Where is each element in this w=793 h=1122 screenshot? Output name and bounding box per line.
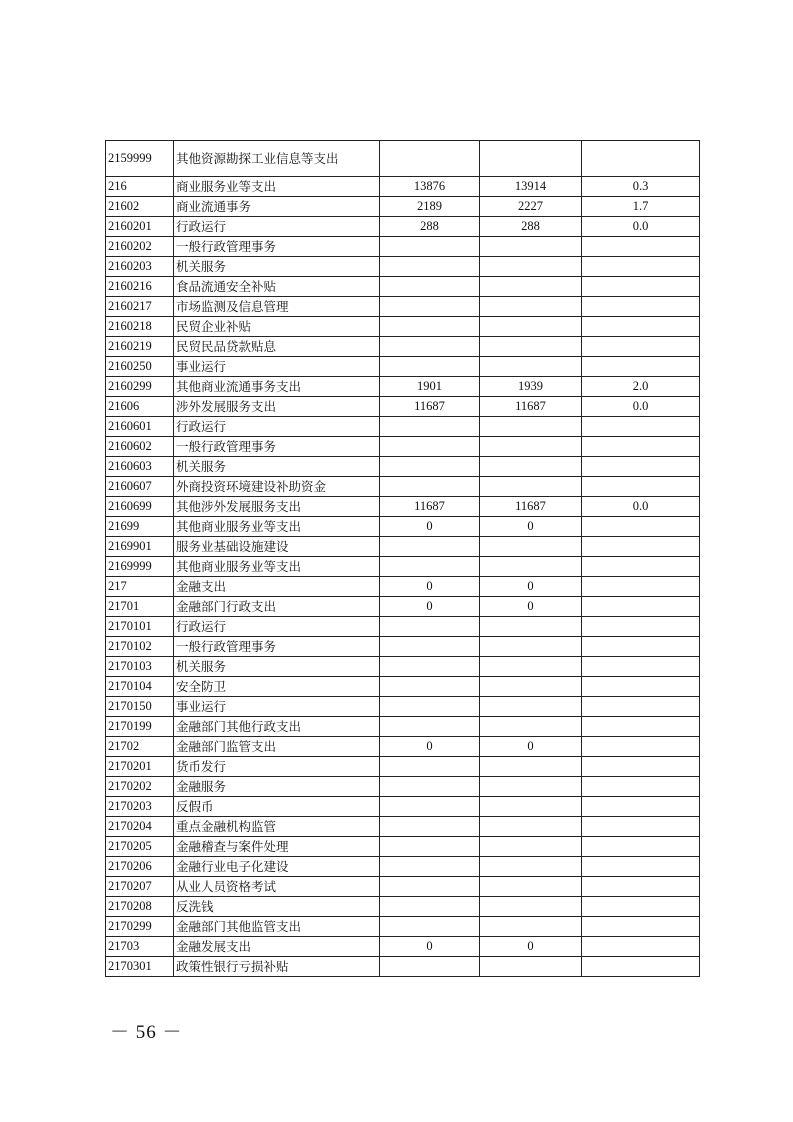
code-cell: 2160201 [106,217,174,237]
name-cell: 金融发展支出 [174,937,380,957]
value-cell-1 [380,717,480,737]
budget-table-body [106,141,700,977]
table-row [106,517,700,537]
value-cell-3 [582,141,700,177]
value-cell-3 [582,557,700,577]
table-row [106,937,700,957]
code-cell: 2170202 [106,777,174,797]
table-row [106,957,700,977]
value-cell-3 [582,617,700,637]
table-row [106,577,700,597]
table-row [106,277,700,297]
value-cell-3 [582,257,700,277]
value-cell-3 [582,277,700,297]
value-cell-1: 0 [380,517,480,537]
name-cell: 金融部门行政支出 [174,597,380,617]
code-cell: 2170201 [106,757,174,777]
value-cell-2: 0 [480,577,582,597]
value-cell-3 [582,297,700,317]
value-cell-1 [380,357,480,377]
table-row [106,297,700,317]
value-cell-3: 1.7 [582,197,700,217]
value-cell-3 [582,777,700,797]
value-cell-1 [380,917,480,937]
value-cell-3 [582,457,700,477]
name-cell: 事业运行 [174,697,380,717]
value-cell-1: 11687 [380,497,480,517]
value-cell-1 [380,477,480,497]
name-cell: 金融部门其他监管支出 [174,917,380,937]
name-cell: 其他商业流通事务支出 [174,377,380,397]
value-cell-3: 0.0 [582,217,700,237]
name-cell: 涉外发展服务支出 [174,397,380,417]
value-cell-3 [582,597,700,617]
value-cell-3 [582,657,700,677]
value-cell-3 [582,937,700,957]
value-cell-1 [380,437,480,457]
code-cell: 2160218 [106,317,174,337]
code-cell: 21702 [106,737,174,757]
value-cell-2 [480,457,582,477]
value-cell-3: 2.0 [582,377,700,397]
value-cell-2 [480,537,582,557]
value-cell-2 [480,677,582,697]
code-cell: 2160601 [106,417,174,437]
value-cell-1: 11687 [380,397,480,417]
value-cell-3 [582,677,700,697]
value-cell-3 [582,437,700,457]
code-cell: 2170301 [106,957,174,977]
name-cell: 事业运行 [174,357,380,377]
table-row [106,237,700,257]
code-cell: 2170206 [106,857,174,877]
value-cell-1 [380,897,480,917]
value-cell-2 [480,657,582,677]
value-cell-3: 0.0 [582,497,700,517]
value-cell-2 [480,877,582,897]
value-cell-3 [582,877,700,897]
name-cell: 行政运行 [174,217,380,237]
value-cell-1 [380,537,480,557]
value-cell-2 [480,917,582,937]
code-cell: 21606 [106,397,174,417]
name-cell: 安全防卫 [174,677,380,697]
table-row [106,797,700,817]
code-cell: 2170104 [106,677,174,697]
code-cell: 2159999 [106,141,174,177]
value-cell-2: 11687 [480,397,582,417]
value-cell-1 [380,757,480,777]
code-cell: 2160607 [106,477,174,497]
value-cell-1 [380,797,480,817]
name-cell: 政策性银行亏损补贴 [174,957,380,977]
value-cell-2 [480,857,582,877]
code-cell: 2170203 [106,797,174,817]
value-cell-1: 0 [380,597,480,617]
code-cell: 2170101 [106,617,174,637]
table-row [106,537,700,557]
value-cell-1 [380,777,480,797]
value-cell-1: 1901 [380,377,480,397]
value-cell-2: 13914 [480,177,582,197]
table-row [106,677,700,697]
value-cell-1 [380,277,480,297]
value-cell-2: 1939 [480,377,582,397]
code-cell: 2160217 [106,297,174,317]
name-cell: 金融行业电子化建设 [174,857,380,877]
value-cell-1 [380,417,480,437]
value-cell-1 [380,257,480,277]
value-cell-1 [380,877,480,897]
value-cell-2 [480,557,582,577]
name-cell: 其他商业服务业等支出 [174,517,380,537]
code-cell: 2170207 [106,877,174,897]
value-cell-2 [480,637,582,657]
value-cell-3 [582,537,700,557]
name-cell: 机关服务 [174,257,380,277]
table-row [106,737,700,757]
value-cell-3 [582,517,700,537]
value-cell-3 [582,957,700,977]
value-cell-2 [480,317,582,337]
table-row [106,717,700,737]
value-cell-1: 0 [380,577,480,597]
code-cell: 2160202 [106,237,174,257]
value-cell-3 [582,577,700,597]
value-cell-2 [480,797,582,817]
code-cell: 2160216 [106,277,174,297]
value-cell-2 [480,617,582,637]
table-row [106,257,700,277]
value-cell-1 [380,141,480,177]
value-cell-2 [480,297,582,317]
name-cell: 一般行政管理事务 [174,237,380,257]
name-cell: 行政运行 [174,617,380,637]
table-row [106,557,700,577]
value-cell-1 [380,557,480,577]
value-cell-1: 2189 [380,197,480,217]
value-cell-2 [480,277,582,297]
name-cell: 金融部门其他行政支出 [174,717,380,737]
value-cell-2 [480,817,582,837]
name-cell: 服务业基础设施建设 [174,537,380,557]
table-row [106,837,700,857]
name-cell: 重点金融机构监管 [174,817,380,837]
table-row [106,777,700,797]
value-cell-2: 2227 [480,197,582,217]
code-cell: 2169901 [106,537,174,557]
name-cell: 民贸民品贷款贴息 [174,337,380,357]
name-cell: 其他涉外发展服务支出 [174,497,380,517]
value-cell-1 [380,457,480,477]
code-cell: 2160699 [106,497,174,517]
value-cell-3 [582,837,700,857]
value-cell-2 [480,717,582,737]
table-row [106,617,700,637]
value-cell-1 [380,857,480,877]
name-cell: 一般行政管理事务 [174,637,380,657]
value-cell-1: 0 [380,937,480,957]
value-cell-3 [582,317,700,337]
table-row [106,217,700,237]
name-cell: 机关服务 [174,457,380,477]
name-cell: 其他商业服务业等支出 [174,557,380,577]
page-number: － 56 － [110,1022,183,1043]
name-cell: 反假币 [174,797,380,817]
value-cell-3 [582,717,700,737]
value-cell-3 [582,917,700,937]
table-row [106,317,700,337]
code-cell: 2160299 [106,377,174,397]
table-row [106,637,700,657]
value-cell-2: 0 [480,737,582,757]
name-cell: 民贸企业补贴 [174,317,380,337]
table-row [106,357,700,377]
value-cell-1 [380,337,480,357]
value-cell-3 [582,357,700,377]
table-row [106,857,700,877]
value-cell-1 [380,657,480,677]
value-cell-1 [380,637,480,657]
code-cell: 21699 [106,517,174,537]
table-row [106,897,700,917]
table-row [106,597,700,617]
value-cell-3 [582,697,700,717]
name-cell: 金融服务 [174,777,380,797]
code-cell: 2169999 [106,557,174,577]
value-cell-1 [380,237,480,257]
table-row [106,197,700,217]
value-cell-2 [480,777,582,797]
code-cell: 2170205 [106,837,174,857]
value-cell-1 [380,677,480,697]
value-cell-2: 11687 [480,497,582,517]
name-cell: 金融部门监管支出 [174,737,380,757]
value-cell-3 [582,737,700,757]
code-cell: 2170208 [106,897,174,917]
value-cell-2 [480,417,582,437]
name-cell: 货币发行 [174,757,380,777]
code-cell: 217 [106,577,174,597]
code-cell: 21602 [106,197,174,217]
table-row [106,337,700,357]
table-row [106,497,700,517]
table-row [106,377,700,397]
name-cell: 商业流通事务 [174,197,380,217]
code-cell: 2170102 [106,637,174,657]
value-cell-1: 13876 [380,177,480,197]
value-cell-2 [480,257,582,277]
value-cell-2: 288 [480,217,582,237]
value-cell-2: 0 [480,517,582,537]
table-row [106,177,700,197]
value-cell-3 [582,797,700,817]
name-cell: 其他资源勘探工业信息等支出 [174,141,380,177]
value-cell-2 [480,757,582,777]
table-row [106,417,700,437]
code-cell: 2170150 [106,697,174,717]
name-cell: 食品流通安全补贴 [174,277,380,297]
value-cell-2 [480,837,582,857]
value-cell-3 [582,417,700,437]
code-cell: 21701 [106,597,174,617]
value-cell-3: 0.0 [582,397,700,417]
name-cell: 市场监测及信息管理 [174,297,380,317]
value-cell-2 [480,141,582,177]
name-cell: 行政运行 [174,417,380,437]
value-cell-3 [582,237,700,257]
value-cell-1 [380,317,480,337]
code-cell: 2160602 [106,437,174,457]
name-cell: 外商投资环境建设补助资金 [174,477,380,497]
value-cell-1 [380,957,480,977]
value-cell-2 [480,237,582,257]
table-row [106,457,700,477]
value-cell-2 [480,697,582,717]
value-cell-2 [480,437,582,457]
table-row [106,657,700,677]
value-cell-2: 0 [480,597,582,617]
code-cell: 2170299 [106,917,174,937]
code-cell: 21703 [106,937,174,957]
value-cell-3 [582,477,700,497]
value-cell-1 [380,297,480,317]
value-cell-3: 0.3 [582,177,700,197]
budget-table [105,140,700,977]
name-cell: 一般行政管理事务 [174,437,380,457]
value-cell-3 [582,817,700,837]
table-row [106,397,700,417]
code-cell: 216 [106,177,174,197]
name-cell: 商业服务业等支出 [174,177,380,197]
value-cell-3 [582,897,700,917]
value-cell-2 [480,477,582,497]
code-cell: 2160219 [106,337,174,357]
table-row [106,877,700,897]
table-row [106,437,700,457]
table-row [106,697,700,717]
value-cell-3 [582,337,700,357]
value-cell-1: 0 [380,737,480,757]
value-cell-2 [480,337,582,357]
code-cell: 2160250 [106,357,174,377]
value-cell-1: 288 [380,217,480,237]
code-cell: 2170204 [106,817,174,837]
value-cell-2 [480,957,582,977]
table-row [106,757,700,777]
name-cell: 金融支出 [174,577,380,597]
name-cell: 从业人员资格考试 [174,877,380,897]
name-cell: 反洗钱 [174,897,380,917]
value-cell-2: 0 [480,937,582,957]
value-cell-1 [380,817,480,837]
code-cell: 2170103 [106,657,174,677]
value-cell-3 [582,637,700,657]
value-cell-2 [480,357,582,377]
value-cell-3 [582,857,700,877]
table-row [106,477,700,497]
table-row [106,141,700,177]
table-row [106,817,700,837]
table-row [106,917,700,937]
name-cell: 金融稽查与案件处理 [174,837,380,857]
value-cell-3 [582,757,700,777]
code-cell: 2160203 [106,257,174,277]
value-cell-1 [380,837,480,857]
value-cell-1 [380,697,480,717]
code-cell: 2170199 [106,717,174,737]
value-cell-1 [380,617,480,637]
code-cell: 2160603 [106,457,174,477]
value-cell-2 [480,897,582,917]
name-cell: 机关服务 [174,657,380,677]
